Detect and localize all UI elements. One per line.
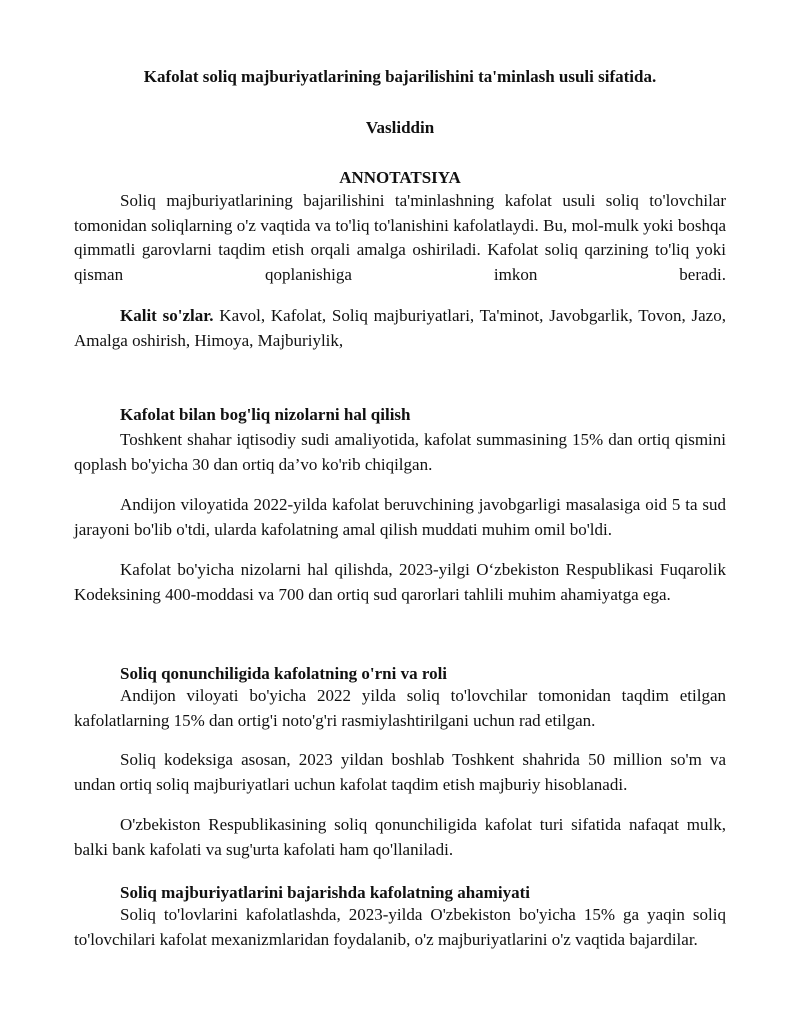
section-paragraph: Soliq kodeksiga asosan, 2023 yildan boshlab Toshkent shahrida 50 million so'm va undan ortiq soliq majburiyatlari uchun kafolat taqdim etish majburiy hisoblanadi. (74, 750, 726, 794)
keywords-paragraph (74, 304, 726, 353)
section-paragraph: O'zbekiston Respublikasining soliq qonunchiligida kafolat turi sifatida nafaqat mulk, balki bank kafolati va sug'urta kafolati ham qo'llaniladi. (74, 815, 726, 859)
annotation-text: Soliq majburiyatlarining bajarilishini ta'minlashning kafolat usuli soliq to'lovchilar tomonidan soliqlarning o'z vaqtida va to'liq to'lanishini kafolatlaydi. Bu, mol-mulk yoki boshqa qimmatli garovlarni taqdim etish orqali amalga oshiriladi. Kafolat soliq qarzining to'liq yoki qisman qoplanishiga imkon beradi. (74, 191, 726, 284)
keywords-label: Kalit so'zlar. (120, 306, 214, 325)
section-heading: Kafolat bilan bog'liq nizolarni hal qilish (120, 405, 411, 424)
document-author: Vasliddin (365, 118, 435, 137)
section-paragraph: Andijon viloyatida 2022-yilda kafolat beruvchining javobgarligi masalasiga oid 5 ta sud jarayoni bo'lib o'tdi, ularda kafolatning amal qilish muddati muhim omil bo'ldi. (74, 495, 726, 539)
keywords-text: Kavol, Kafolat, Soliq majburiyatlari, Ta'minot, Javobgarlik, Tovon, Jazo, Amalga oshirish, Himoya, Majburiylik, (74, 306, 726, 350)
section-heading: Soliq majburiyatlarini bajarishda kafolatning ahamiyati (120, 883, 530, 902)
section-paragraph: Andijon viloyati bo'yicha 2022 yilda soliq to'lovchilar tomonidan taqdim etilgan kafolatlarning 15% dan ortig'i noto'g'ri rasmiylashtirilgani uchun rad etilgan. (74, 686, 726, 730)
document-title: Kafolat soliq majburiyatlarining bajarilishini ta'minlash usuli sifatida. (143, 67, 657, 86)
section-paragraph: Toshkent shahar iqtisodiy sudi amaliyotida, kafolat summasining 15% dan ortiq qismini qoplash bo'yicha 30 dan ortiq da’vo ko'rib chiqilgan. (74, 430, 726, 474)
section-paragraph: Soliq to'lovlarini kafolatlashda, 2023-yilda O'zbekiston bo'yicha 15% ga yaqin soliq to'lovchilari kafolat mexanizmlaridan foydalanib, o'z majburiyatlarini o'z vaqtida bajardilar. (74, 905, 726, 949)
section-paragraph: Kafolat bo'yicha nizolarni hal qilishda, 2023-yilgi O‘zbekiston Respublikasi Fuqarolik Kodeksining 400-moddasi va 700 dan ortiq sud qarorlari tahlili muhim ahamiyatga ega. (74, 560, 726, 604)
section-heading: Soliq qonunchiligida kafolatning o'rni va roli (120, 664, 448, 683)
annotation-heading: ANNOTATSIYA (339, 168, 461, 187)
